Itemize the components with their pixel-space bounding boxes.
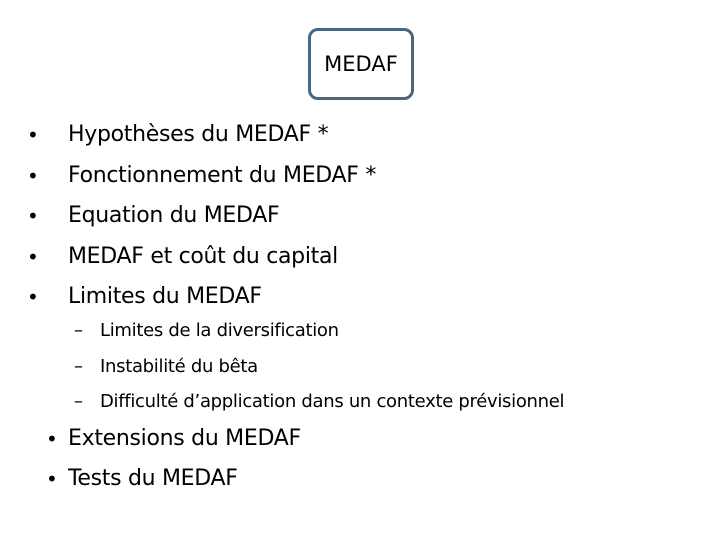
bullet-label: Limites du MEDAF bbox=[68, 284, 262, 309]
bullet-marker: • bbox=[27, 204, 39, 228]
sub-bullet-label: Instabilité du bêta bbox=[100, 356, 258, 377]
bullet-label: Tests du MEDAF bbox=[68, 466, 238, 491]
bullet-marker: • bbox=[27, 164, 39, 188]
bullet-marker: • bbox=[27, 285, 39, 309]
dash-marker: – bbox=[74, 356, 83, 377]
slide-title: MEDAF bbox=[324, 52, 398, 76]
sub-bullet-label: Limites de la diversification bbox=[100, 320, 339, 341]
bullet-marker: • bbox=[27, 245, 39, 269]
dash-marker: – bbox=[74, 320, 83, 341]
sub-bullet-label: Difficulté d’application dans un contexte prévisionnel bbox=[100, 391, 565, 412]
bullet-label: Fonctionnement du MEDAF * bbox=[68, 163, 377, 188]
bullet-label: Extensions du MEDAF bbox=[68, 426, 301, 451]
bullet-marker: • bbox=[27, 123, 39, 147]
bullet-label: MEDAF et coût du capital bbox=[68, 244, 338, 269]
bullet-marker: • bbox=[46, 427, 58, 451]
bullet-label: Equation du MEDAF bbox=[68, 203, 280, 228]
bullet-label: Hypothèses du MEDAF * bbox=[68, 122, 329, 147]
bullet-marker: • bbox=[46, 467, 58, 491]
dash-marker: – bbox=[74, 391, 83, 412]
title-box bbox=[308, 28, 414, 100]
